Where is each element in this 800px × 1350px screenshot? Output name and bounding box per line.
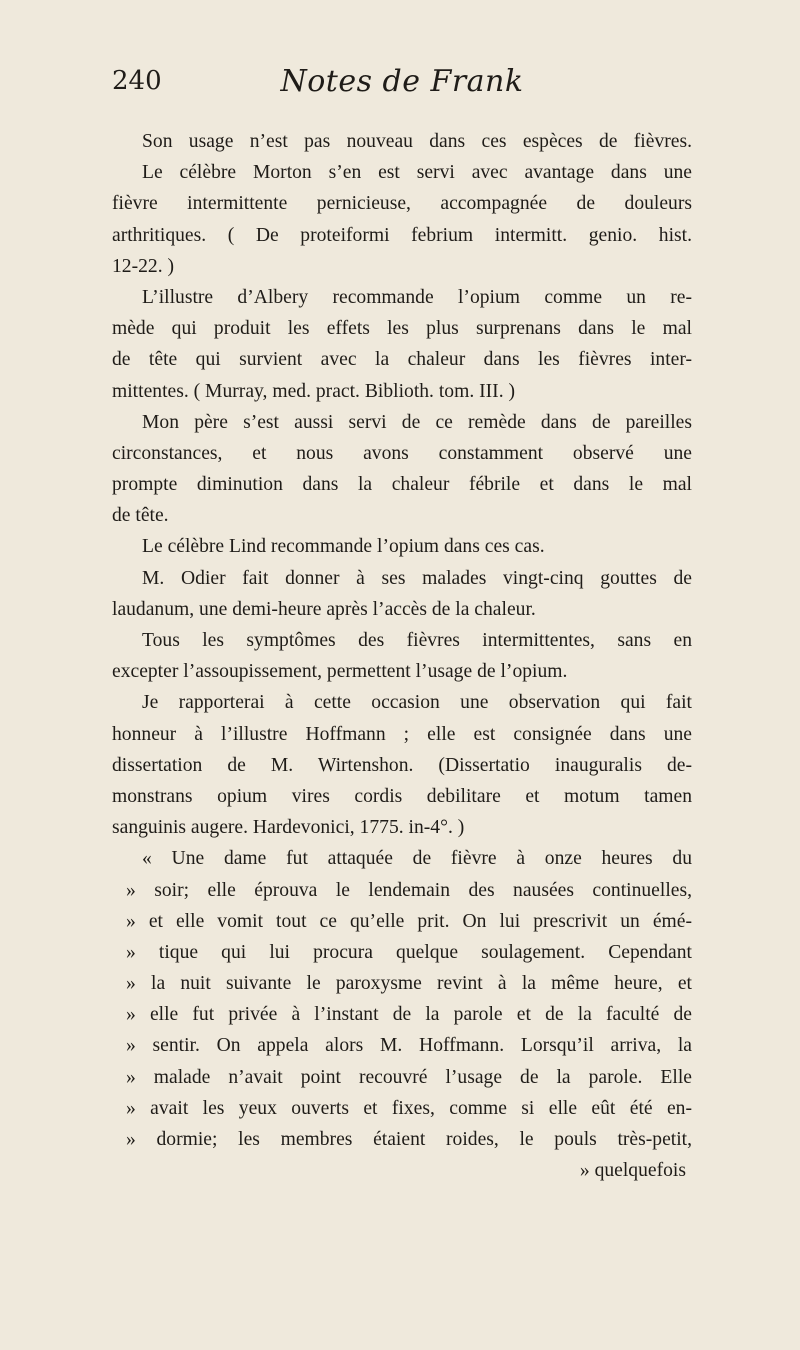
text-line: honneur à l’illustre Hoffmann ; elle est consignée dans une (112, 723, 692, 745)
body-text (112, 126, 692, 1186)
text-line: » elle fut privée à l’instant de la parole et de la faculté de (126, 1004, 692, 1026)
text-line: dissertation de M. Wirtenshon. (Dissertatio inauguralis de- (112, 754, 692, 776)
text-line: de tête. (112, 505, 169, 527)
text-line: monstrans opium vires cordis debilitare et motum tamen (112, 785, 692, 807)
text-line: excepter l’assoupissement, permettent l’usage de l’opium. (112, 661, 568, 683)
text-line: mède qui produit les effets les plus surprenans dans le mal (112, 318, 692, 340)
catchword: » quelquefois (579, 1160, 686, 1182)
text-line: Tous les symptômes des fièvres intermittentes, sans en (142, 630, 692, 651)
page-header (112, 64, 692, 104)
text-line: » dormie; les membres étaient roides, le pouls très-petit, (126, 1129, 692, 1150)
text-line: M. Odier fait donner à ses malades vingt-cinq gouttes de (142, 567, 692, 589)
text-line: Je rapporterai à cette occasion une observation qui fait (142, 692, 692, 714)
text-line: L’illustre d’Albery recommande l’opium comme un re- (142, 286, 692, 308)
text-line: « Une dame fut attaquée de fièvre à onze heures du (142, 848, 692, 870)
text-line: Le célèbre Lind recommande l’opium dans ces cas. (142, 536, 545, 558)
text-line: de tête qui survient avec la chaleur dans les fièvres inter- (112, 349, 692, 371)
text-line: Le célèbre Morton s’en est servi avec avantage dans une (142, 162, 692, 184)
text-line: » tique qui lui procura quelque soulagement. Cependant (126, 941, 692, 963)
text-line: » sentir. On appela alors M. Hoffmann. Lorsqu’il arriva, la (126, 1035, 692, 1057)
text-line: sanguinis augere. Hardevonici, 1775. in-4°. ) (112, 817, 465, 839)
text-line: laudanum, une demi-heure après l’accès de la chaleur. (112, 598, 536, 620)
text-line: » avait les yeux ouverts et fixes, comme si elle eût été en- (126, 1097, 692, 1119)
text-line: Mon père s’est aussi servi de ce remède dans de pareilles (142, 411, 692, 433)
text-line: 12-22. ) (112, 255, 175, 277)
text-line: » malade n’avait point recouvré l’usage de la parole. Elle (126, 1066, 692, 1088)
text-line: mittentes. ( Murray, med. pract. Biblioth. tom. III. ) (112, 380, 516, 402)
text-line: Son usage n’est pas nouveau dans ces espèces de fièvres. (142, 131, 692, 152)
text-line: circonstances, et nous avons constamment observé une (112, 442, 692, 464)
text-line: arthritiques. ( De proteiformi febrium intermitt. genio. hist. (112, 224, 692, 246)
text-line: fièvre intermittente pernicieuse, accompagnée de douleurs (112, 193, 692, 215)
text-line: prompte diminution dans la chaleur fébrile et dans le mal (112, 474, 692, 496)
text-line: » et elle vomit tout ce qu’elle prit. On lui prescrivit un émé- (126, 910, 692, 932)
text-line: » soir; elle éprouva le lendemain des nausées continuelles, (126, 879, 692, 901)
text-line: » la nuit suivante le paroxysme revint à la même heure, et (126, 973, 692, 995)
running-title: Notes de Frank (280, 64, 524, 99)
page-number: 240 (112, 66, 162, 96)
